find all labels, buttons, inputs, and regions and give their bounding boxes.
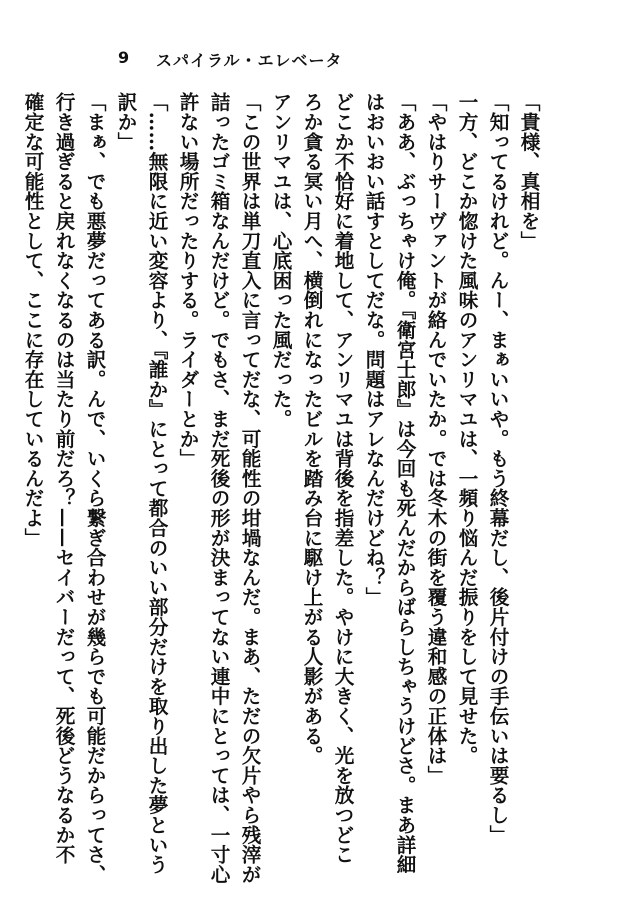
page-header [0,48,636,72]
text-line: 詰ったゴミ箱なんだけど。でもさ、まだ死後の形が決まってない連中にとっては、一寸心 [207,92,230,884]
text-line: ろか貪る冥い月へ、横倒れになったビルを踏み台に駆け上がる人影がある。 [300,92,323,766]
text-line: アンリマユは、心底困った風だった。 [269,92,292,429]
chapter-title: スパイラル・エレベータ [156,51,343,70]
text-line: 「やはりサーヴァントが絡んでいたか。では冬木の街を覆う違和感の正体は」 [424,92,447,785]
text-line: 「ああ、ぶっちゃけ俺。『衛宮士郎』は今回も死んだからばらしちゃうけどさ。まあ詳細 [393,92,416,875]
text-line: 訳か」 [114,92,137,152]
text-line: はおいおい話すとしてだな。問題はアレなんだけどね？」 [362,92,385,607]
text-line: 確定な可能性として、ここに存在しているんだよ」 [21,92,44,548]
text-line: 許ない場所だったりする。ライダーとか」 [176,92,199,469]
text-line: 一方、どこか惚けた風味のアンリマユは、一頻り悩んだ振りをして見せた。 [455,92,478,766]
text-line: 「知ってるけれど。んー、まぁいいや。もう終幕だし、後片付けの手伝いは要るし」 [486,92,509,845]
page-number: 9 [118,48,130,67]
text-line: 行き過ぎると戻れなくなるのは当たり前だろ？——セイバーだって、死後どうなるか不 [52,92,75,865]
vertical-text-body [21,92,544,884]
text-line: 「この世界は単刀直入に言ってだな、可能性の坩堝なんだ。まあ、ただの欠片やら残滓が [238,92,261,884]
text-line: 「……無限に近い変容より、『誰か』にとって都合のいい部分だけを取り出した夢という [145,92,168,875]
text-line: 「貴様、真相を」 [517,92,540,251]
text-line: 「まぁ、でも悪夢だってある訳。んで、いくら繋ぎ合わせが幾らでも可能だからってさ、 [83,92,106,884]
text-line: どこか不恰好に着地して、アンリマユは背後を指差した。やけに大きく、光を放つどこ [331,92,354,865]
